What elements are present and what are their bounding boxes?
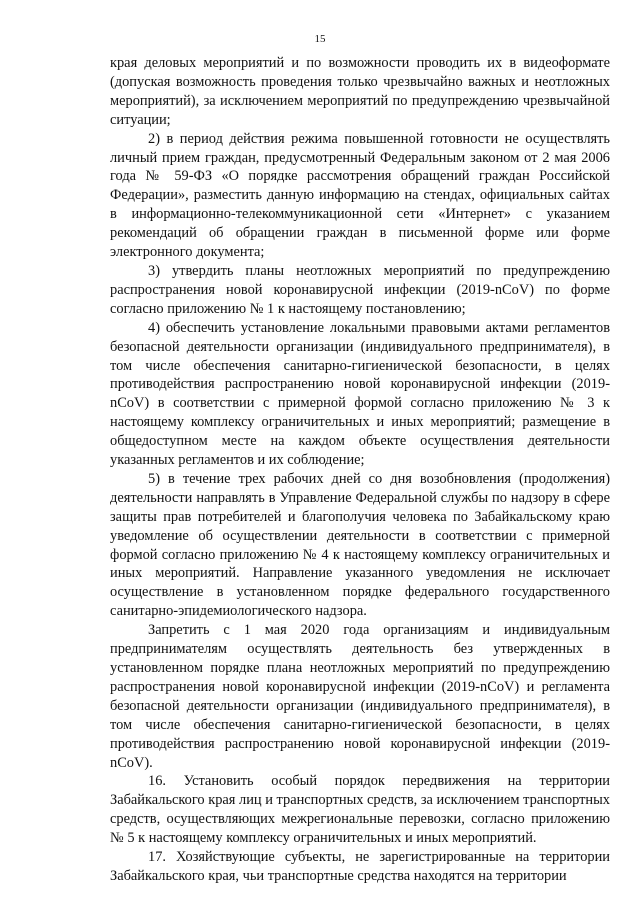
paragraph-item-4: 4) обеспечить установление локальными правовыми актами регламентов безопасной деятельности организации (индивидуального предпринимателя), в том числе обеспечения санитарно-гигиенической безопасности, в целях противодействия распространению новой коронавирусной инфекции (2019-nCoV) в соответствии с примерной формой согласно приложению № 3 к настоящему комплексу ограничительных и иных мероприятий; размещение в общедоступном месте на каждом объекте осуществления деятельности указанных регламентов и их соблюдение;: [110, 319, 610, 469]
paragraph-continuation: края деловых мероприятий и по возможности проводить их в видеоформате (допуская возможность проведения только чрезвычайно важных и неотложных мероприятий), за исключением мероприятий по предупреждению чрезвычайной ситуации;: [110, 55, 610, 128]
paragraph-item-5: 5) в течение трех рабочих дней со дня возобновления (продолжения) деятельности направлять в Управление Федеральной службы по надзору в сфере защиты прав потребителей и благополучия человека по Забайкальскому краю уведомление об осуществлении деятельности в соответствии с примерной формой согласно приложению № 4 к настоящему комплексу ограничительных и иных мероприятий. Направление указанного уведомления не исключает осуществление в установленном порядке федерального государственного санитарно-эпидемиологического надзора.: [110, 470, 610, 620]
paragraph-clause-16: 16. Установить особый порядок передвижения на территории Забайкальского края лиц и транспортных средств, за исключением транспортных средств, осуществляющих межрегиональные перевозки, согласно приложению № 5 к настоящему комплексу ограничительных и иных мероприятий.: [110, 773, 610, 847]
paragraph-item-2: 2) в период действия режима повышенной готовности не осуществлять личный прием граждан, предусмотренный Федеральным законом от 2 мая 2006 года № 59-ФЗ «О порядке рассмотрения обращений граждан Российской Федерации», разместить данную информацию на стендах, официальных сайтах в информационно-телекоммуникационной сети «Интернет» с указанием рекомендаций об обращении граждан в письменной форме или форме электронного документа;: [110, 130, 610, 261]
paragraph-item-3: 3) утвердить планы неотложных мероприятий по предупреждению распространения новой коронавирусной инфекции (2019-nCoV) по форме согласно приложению № 1 к настоящему постановлению;: [110, 262, 610, 317]
document-body: [110, 54, 610, 886]
page-number: 15: [314, 33, 326, 45]
paragraph-clause-17: 17. Хозяйствующие субъекты, не зарегистрированные на территории Забайкальского края, чьи транспортные средства находятся на территории: [110, 849, 610, 884]
paragraph-prohibition: Запретить с 1 мая 2020 года организациям и индивидуальным предпринимателям осуществлять деятельность без утвержденных в установленном порядке плана неотложных мероприятий по предупреждению распространения новой коронавирусной инфекции (2019-nCoV) и регламента безопасной деятельности организации (индивидуального предпринимателя), в том числе обеспечения санитарно-гигиенической безопасности, в целях противодействия распространению новой коронавирусной инфекции (2019-nCoV).: [110, 622, 610, 771]
